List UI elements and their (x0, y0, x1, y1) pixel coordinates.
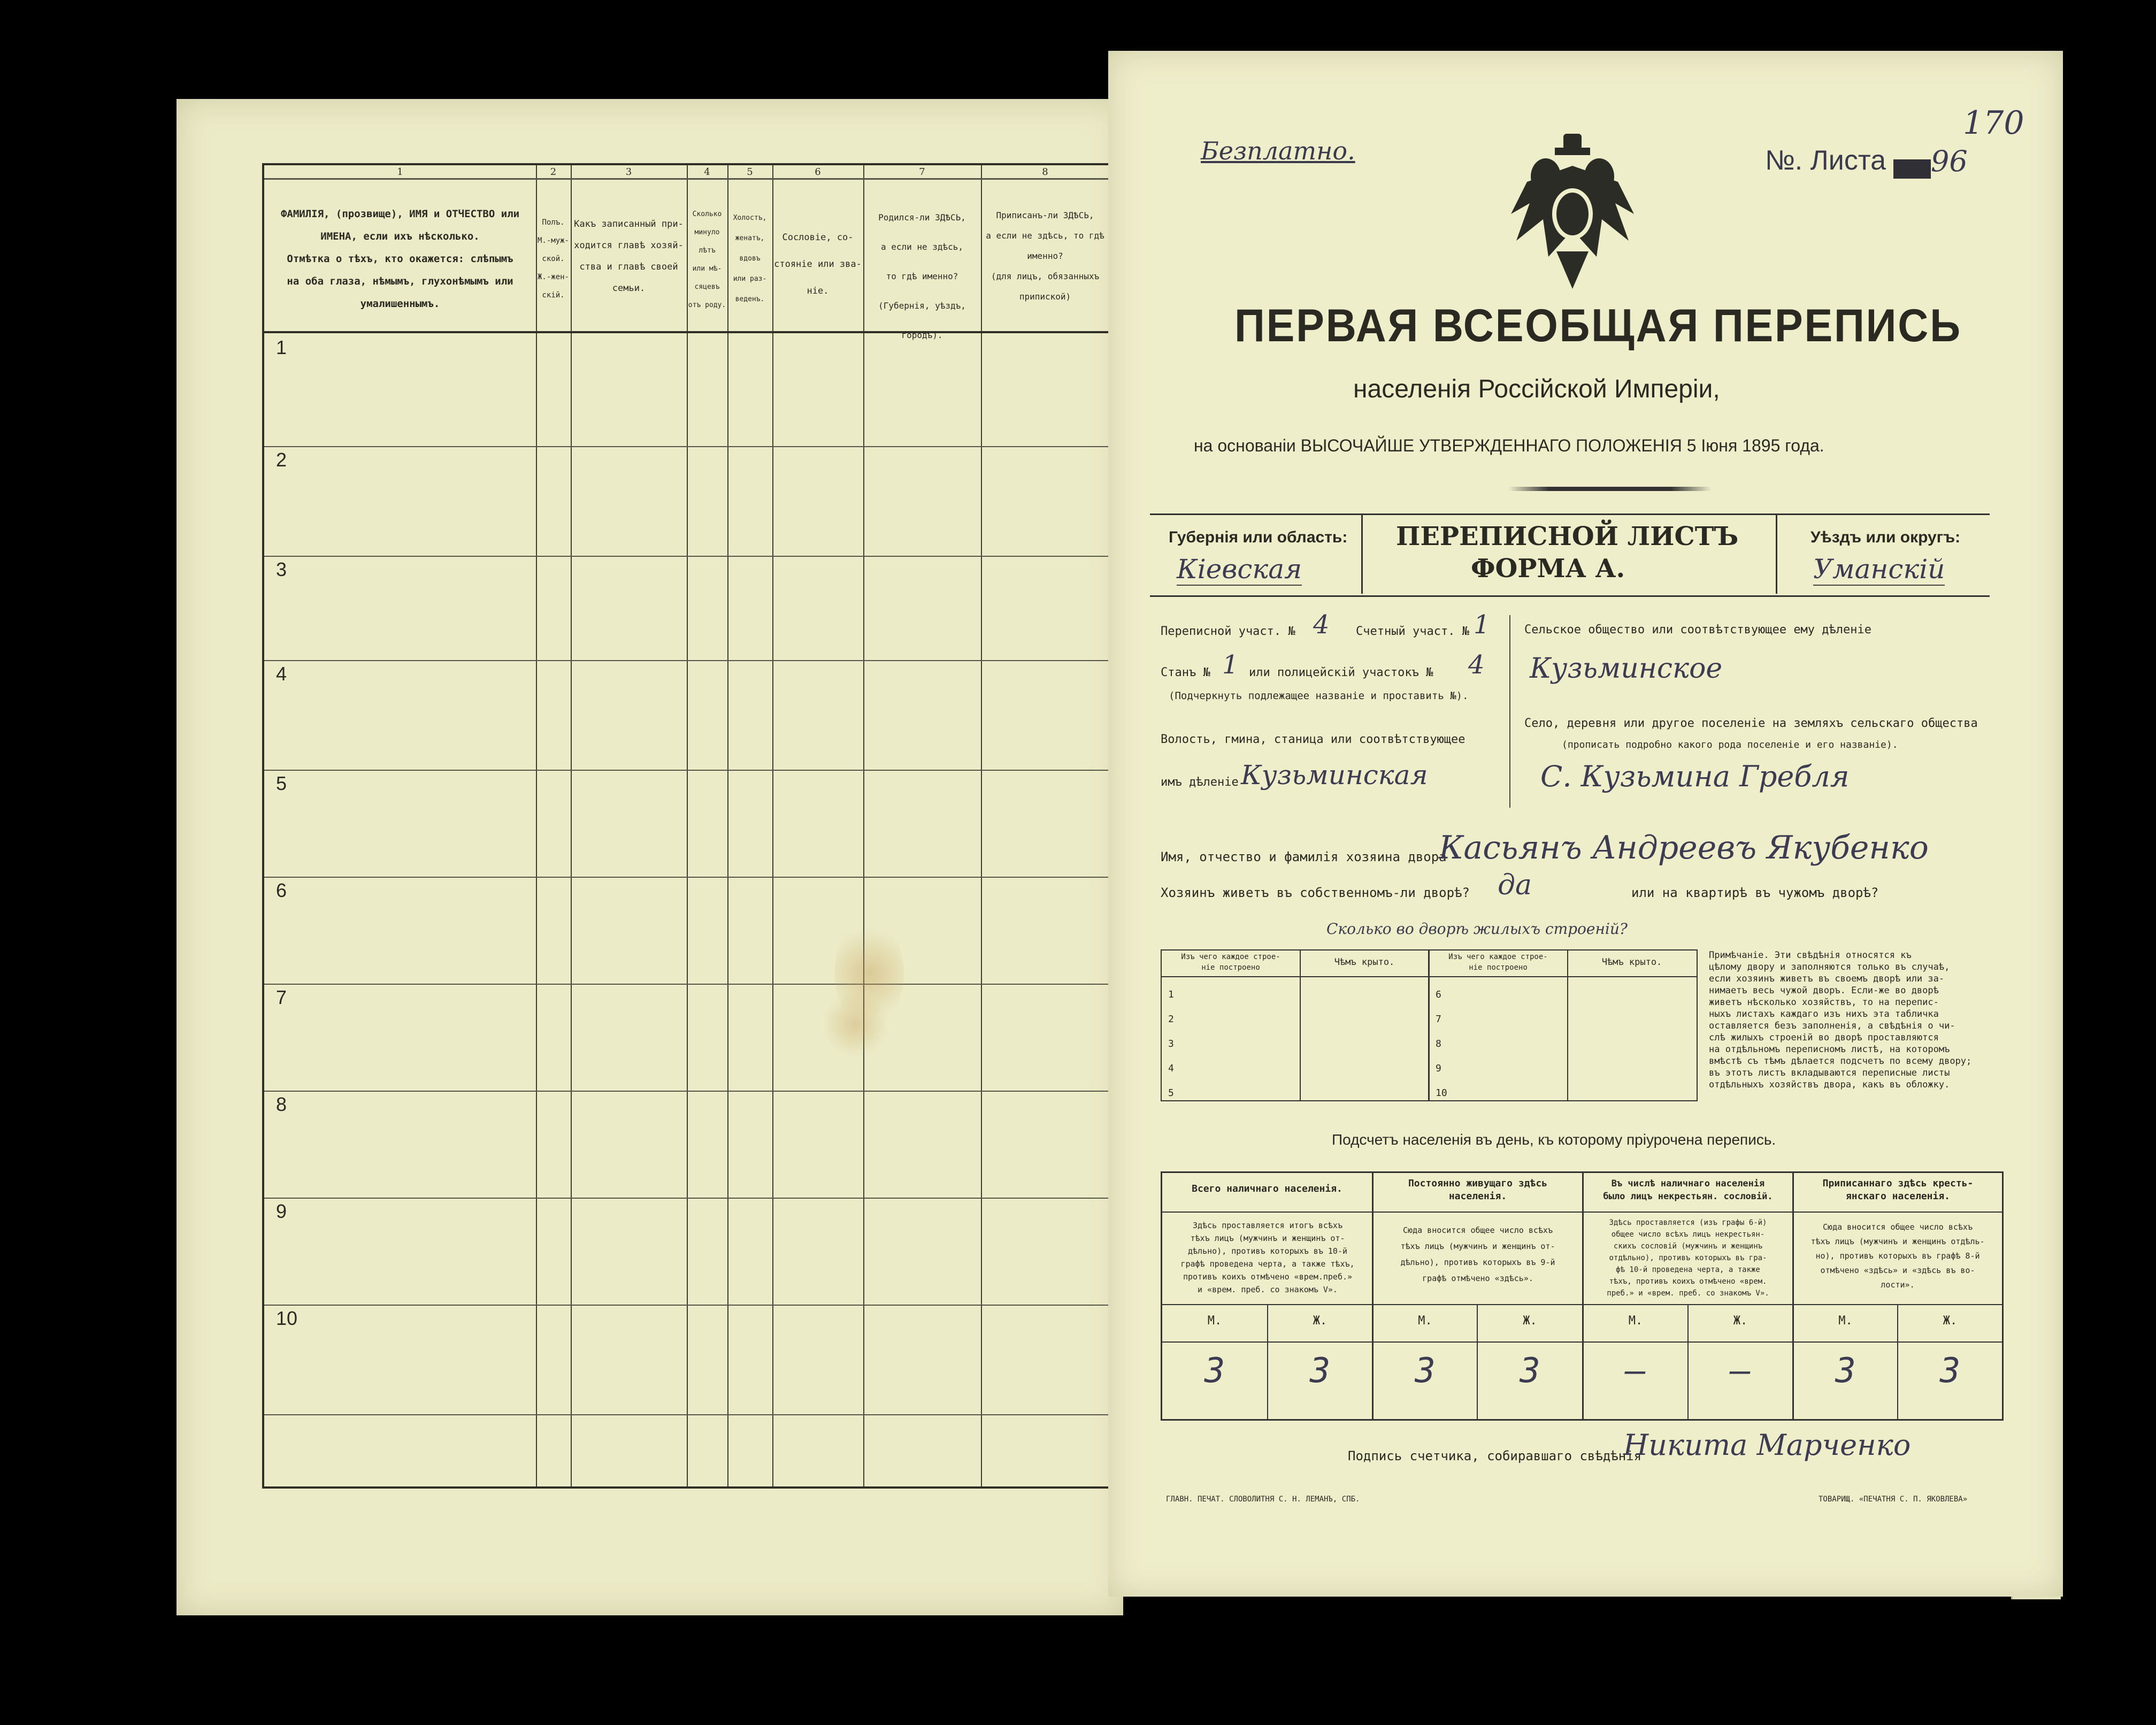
village-note: (прописать подробно какого рода поселеніе и его названіе). (1562, 739, 1898, 750)
col4-header (687, 205, 727, 315)
table-rule (1567, 950, 1568, 1100)
left-census-table (262, 163, 1111, 1489)
archive-number: 170 (1963, 104, 2024, 142)
row-rule (264, 1091, 1109, 1092)
row-number: 5 (276, 772, 287, 794)
col3-header (571, 213, 687, 299)
header-line: ніе построено (1201, 963, 1260, 972)
header-line: а если не здѣсь, то гдѣ (986, 231, 1104, 241)
desc-line: тѣхъ лицъ (мужчинъ и женщинъ от- (1190, 1233, 1345, 1243)
mf-label: Ж. (1943, 1314, 1958, 1328)
stain (824, 990, 888, 1059)
bld-col-a-header (1162, 952, 1300, 973)
district-label: Уѣздъ или округъ: (1810, 528, 1961, 546)
buildings-note (1709, 949, 2003, 1091)
header-line: ніе построено (1469, 963, 1528, 972)
header-line: населенія. (1448, 1191, 1507, 1202)
header-line: скій. (542, 291, 565, 300)
form-title: ПЕРЕПИСНОЙ ЛИСТЪ (1396, 522, 1739, 551)
header-line: Сословіе, со- (782, 232, 854, 243)
mf-value: 3 (1939, 1351, 1961, 1391)
mf-label: Ж. (1313, 1314, 1328, 1328)
row-number: 2 (1168, 1014, 1174, 1025)
row-number: 2 (276, 449, 287, 471)
header-line: или раз- (733, 275, 767, 283)
col-number: 8 (1042, 166, 1048, 178)
note-line: Примѣчаніе. Эти свѣдѣнія относятся къ (1709, 950, 1912, 961)
mf-value: 3 (1204, 1351, 1225, 1391)
row-number: 9 (276, 1200, 287, 1222)
stan-value: 1 (1222, 650, 1239, 680)
desc-line: Сюда вносится общее число всѣхъ (1403, 1225, 1553, 1235)
header-line: Приписаннаго здѣсь кресть- (1822, 1178, 1974, 1189)
header-line: ской. (542, 255, 565, 263)
row-number: 9 (1436, 1063, 1441, 1074)
row-rule (264, 1414, 1109, 1415)
row-number: 8 (276, 1093, 287, 1115)
header-line: (Губернія, уѣздъ, городъ). (878, 301, 966, 340)
district-value: Уманскій (1813, 554, 1945, 585)
page-title: ПЕРВАЯ ВСЕОБЩАЯ ПЕРЕПИСЬ (1234, 300, 1962, 351)
desc-line: дѣльно), противъ которыхъ въ 10-й (1187, 1246, 1347, 1256)
header-line: ИМЕНА, если ихъ нѣсколько. (320, 231, 480, 242)
row-number: 7 (276, 986, 287, 1008)
row-rule (264, 1305, 1109, 1306)
header-line: семьи. (612, 283, 646, 294)
note-line: живетъ нѣсколько хозяйствъ, то на перепис- (1709, 997, 1939, 1008)
header-line: Родился-ли ЗДѢСЬ, (878, 212, 966, 223)
count-section-value: 1 (1474, 610, 1490, 640)
desc-line: Сюда вносится общее число всѣхъ (1823, 1222, 1973, 1232)
province-value: Кіевская (1177, 554, 1302, 585)
header-line: Сколько (692, 210, 722, 218)
row-number: 1 (276, 336, 287, 358)
sheet-number: 96 (1931, 144, 1968, 178)
note-line: цѣлому двору и заполняются только въ случаѣ, (1709, 962, 1950, 972)
header-line: ФАМИЛІЯ, (прозвище), ИМЯ и ОТЧЕСТВО или (280, 208, 520, 220)
header-line: именно? (1027, 251, 1063, 261)
row-number: 6 (276, 879, 287, 901)
desc-line: отдѣльно), противъ которыхъ въ гра- (1609, 1254, 1767, 1262)
header-line: Приписанъ-ли ЗДѢСЬ, (996, 210, 1094, 220)
desc-line: Здѣсь проставляется итогъ всѣхъ (1193, 1221, 1342, 1230)
desc-line: преб.» и «врем. преб. со знакомъ V». (1607, 1289, 1769, 1298)
header-line: Всего наличнаго населенія. (1192, 1183, 1342, 1194)
population-count-table (1161, 1171, 2004, 1421)
mf-value: — (1625, 1351, 1646, 1391)
col-number: 2 (550, 166, 557, 178)
redaction-mark (1893, 159, 1931, 179)
col5-header (727, 208, 772, 310)
desc-line: лости». (1881, 1280, 1915, 1290)
col-number: 4 (704, 166, 710, 178)
note-line: оставляется безъ заполненія, а свѣдѣнія о чи- (1709, 1021, 1955, 1031)
row-rule (264, 1198, 1109, 1199)
header-line: Изъ чего каждое строе- (1181, 953, 1280, 961)
volost-label: имъ дѣленіе (1161, 776, 1239, 789)
note-line: отдѣльныхъ хозяйствъ двора, какъ въ обложку. (1709, 1079, 1950, 1090)
row-number: 10 (276, 1307, 298, 1329)
desc-line: графѣ проведена черта, а также тѣхъ, (1180, 1259, 1355, 1269)
header-line: вдовъ (739, 255, 761, 263)
desc-line: тѣхъ лицъ (мужчинъ и женщинъ от- (1400, 1241, 1555, 1251)
desc-line: графѣ отмѣчено «здѣсь». (1422, 1274, 1533, 1283)
printer-left: ГЛАВН. ПЕЧАТ. СЛОВОЛИТНЯ С. Н. ЛЕМАНЪ, СПБ. (1166, 1495, 1360, 1504)
desc-line: противъ коихъ отмѣчено «врем.преб.» (1183, 1272, 1353, 1282)
police-value: 4 (1468, 650, 1485, 680)
header-line: минуло (694, 228, 720, 236)
header-line: то гдѣ именно? (886, 271, 958, 281)
desc-line: и «врем. преб. со знакомъ V». (1198, 1285, 1338, 1294)
col-number: 6 (815, 166, 821, 178)
row-number: 8 (1436, 1038, 1441, 1049)
rent-label: или на квартирѣ въ чужомъ дворѣ? (1631, 885, 1879, 900)
col-divider (863, 165, 864, 1486)
col-divider (981, 165, 982, 1486)
header-line: сяцевъ (694, 283, 720, 291)
header-line: Отмѣтка о тѣхъ, кто окажется: слѣпымъ (287, 253, 513, 265)
count-title: Подсчетъ населенія въ день, къ которому пріурочена перепись. (1332, 1131, 1776, 1148)
volost-value: Кузьминская (1241, 760, 1428, 791)
header-line: а если не здѣсь, (880, 242, 964, 252)
count-header (1162, 1183, 1372, 1195)
col-divider (687, 165, 688, 1486)
row-number: 4 (276, 663, 287, 685)
mf-label: М. (1628, 1314, 1643, 1328)
mf-value: 3 (1520, 1351, 1540, 1391)
police-label: или полицейскій участокъ № (1249, 666, 1433, 679)
row-rule (264, 877, 1109, 878)
mf-label: М. (1207, 1314, 1222, 1328)
col-divider (772, 165, 773, 1486)
header-line: ходится главѣ хозяй- (574, 240, 684, 251)
desc-line: отмѣчено «здѣсь» и «здѣсь въ во- (1820, 1266, 1975, 1275)
owner-value: Касьянъ Андреевъ Якубенко (1439, 829, 1929, 867)
header-line: женатъ, (735, 234, 765, 242)
note-line: вмѣстѣ съ тѣмъ дѣлается подсчетъ по всему двору; (1709, 1056, 1972, 1067)
row-number: 1 (1168, 989, 1174, 1000)
header-line: ства и главѣ своей (579, 262, 678, 272)
header-line: на оба глаза, нѣмымъ, глухонѣмымъ или (287, 275, 513, 287)
mf-value: — (1730, 1351, 1751, 1391)
note-line: ныхъ листахъ каждаго изъ нихъ эта табличка (1709, 1009, 1939, 1019)
row-rule (264, 984, 1109, 985)
count-desc (1586, 1217, 1790, 1299)
bld-rows-left (1168, 983, 1174, 1106)
double-headed-eagle-icon (1506, 134, 1639, 289)
col-number: 3 (625, 166, 632, 178)
header-line: ніе. (807, 286, 829, 296)
header-line: Ж.-жен- (537, 273, 569, 281)
row-number: 6 (1436, 989, 1441, 1000)
count-section-label: Счетный участ. № (1356, 625, 1469, 638)
page-subtitle: населенія Россійской Имперіи, (1353, 375, 1720, 403)
header-line: Какъ записанный при- (574, 219, 684, 229)
header-line: или мѣ- (692, 265, 722, 273)
header-line: Изъ чего каждое строе- (1448, 953, 1548, 961)
society-value: Кузьминское (1530, 653, 1723, 685)
header-line: Въ числѣ наличнаго населенія (1611, 1178, 1765, 1189)
row-rule (264, 446, 1109, 447)
col6-header (772, 224, 863, 304)
owner-label: Имя, отчество и фамилія хозяина двора (1161, 849, 1447, 864)
form-subtitle: ФОРМА А. (1471, 554, 1625, 584)
village-label: Село, деревня или другое поселеніе на земляхъ сельскаго общества (1524, 717, 1978, 730)
box-divider (1361, 513, 1363, 594)
col8-header (981, 205, 1109, 307)
row-number: 4 (1168, 1063, 1174, 1074)
mf-label: Ж. (1523, 1314, 1537, 1328)
col1-header (267, 203, 533, 315)
mf-label: М. (1418, 1314, 1432, 1328)
free-label: Безплатно. (1201, 136, 1355, 165)
header-line: припиской) (1019, 292, 1071, 302)
row-number: 3 (1168, 1038, 1174, 1049)
row-number: 10 (1436, 1087, 1447, 1099)
bld-col-b-header: Чѣмъ крыто. (1601, 957, 1662, 968)
count-desc (1167, 1219, 1369, 1296)
col-divider (571, 165, 572, 1486)
desc-line: фѣ 10-й проведена черта, а также (1616, 1266, 1760, 1274)
header-rule (264, 178, 1109, 180)
note-line: нимаетъ весь чужой дворъ. Если-же во дворѣ (1709, 985, 1939, 996)
signature-value: Никита Марченко (1623, 1428, 1911, 1462)
desc-line: дѣльно), противъ которыхъ въ 9-й (1400, 1258, 1555, 1267)
count-header (1374, 1177, 1582, 1203)
header-line: Постоянно живущаго здѣсь (1408, 1178, 1548, 1189)
header-line: лѣтъ (699, 247, 716, 255)
count-desc (1376, 1222, 1579, 1286)
row-number: 3 (276, 558, 287, 580)
bld-rows-right (1436, 983, 1447, 1106)
header-line: Холостъ, (733, 214, 767, 222)
note-line: на отдѣльномъ переписномъ листѣ, на которомъ (1709, 1044, 1950, 1055)
stan-label: Станъ № (1161, 666, 1210, 679)
own-yard-label: Хозяинъ живетъ въ собственномъ-ли дворѣ? (1161, 885, 1470, 900)
col-number: 7 (919, 166, 925, 178)
own-yard-value: да (1498, 869, 1532, 901)
header-line: Полъ. (542, 218, 565, 227)
bld-col-a-header (1429, 952, 1567, 973)
col-number: 1 (397, 166, 403, 178)
desc-line: но), противъ которыхъ въ графѣ 8-й (1815, 1251, 1980, 1261)
mf-label: Ж. (1733, 1314, 1748, 1328)
province-label: Губернія или область: (1169, 528, 1348, 546)
census-section-label: Переписной участ. № (1161, 625, 1295, 638)
header-line: отъ роду. (688, 301, 726, 309)
field-divider (1509, 615, 1510, 808)
count-desc (1796, 1220, 2000, 1292)
col7-header (863, 203, 981, 350)
box-divider (1776, 513, 1777, 594)
header-line: (для лицъ, обязанныхъ (991, 271, 1100, 281)
census-section-value: 4 (1313, 610, 1330, 640)
signature-label: Подпись счетчика, собиравшаго свѣдѣнія (1348, 1448, 1642, 1463)
col-number: 5 (747, 166, 753, 178)
col-divider (727, 165, 728, 1486)
mf-value: 3 (1415, 1351, 1436, 1391)
header-line: М.-муж- (537, 236, 569, 245)
header-rule (264, 331, 1109, 333)
header-line: умалишеннымъ. (360, 298, 440, 310)
header-line: веденъ. (735, 295, 765, 303)
desc-line: Здѣсь проставляется (изъ графы 6-й) (1609, 1218, 1767, 1227)
desc-line: тѣхъ, противъ коихъ отмѣчено «врем. (1609, 1277, 1767, 1286)
mf-label: М. (1838, 1314, 1853, 1328)
col2-header (536, 213, 571, 304)
col-divider (536, 165, 537, 1486)
count-header (1794, 1177, 2002, 1203)
buildings-question: Сколько во дворѣ жилыхъ строеній? (1326, 920, 1628, 938)
note-line: въ этотъ листъ вкладываются переписные листы (1709, 1068, 1950, 1078)
row-number: 7 (1436, 1014, 1441, 1025)
ornament-divider (1508, 487, 1712, 491)
header-line: янскаго населенія. (1845, 1191, 1951, 1202)
mf-value: 3 (1309, 1351, 1331, 1391)
count-header (1584, 1177, 1792, 1203)
row-rule (264, 556, 1109, 557)
row-rule (264, 770, 1109, 771)
header-line: было лицъ некрестьян. сословій. (1603, 1191, 1773, 1202)
header-line: стояніе или зва- (774, 259, 862, 270)
desc-line: тѣхъ лицъ (мужчинъ и женщинъ отдѣль- (1810, 1237, 1985, 1246)
desc-line: общее число всѣхъ лицъ некрестьян- (1611, 1230, 1765, 1239)
row-rule (264, 660, 1109, 661)
volost-label: Волость, гмина, станица или соотвѣтствующее (1161, 733, 1466, 746)
buildings-table (1161, 949, 1698, 1101)
bld-col-b-header: Чѣмъ крыто. (1334, 957, 1395, 968)
society-label: Сельское общество или соотвѣтствующее ему дѣленіе (1524, 623, 1872, 637)
table-rule (1428, 950, 1430, 1100)
basis-text: на основаніи ВЫСОЧАЙШЕ УТВЕРЖДЕННАГО ПОЛОЖЕНІЯ 5 Іюня 1895 года. (1194, 436, 1824, 455)
underline-note: (Подчеркнуть подлежащее названіе и проставить №). (1169, 690, 1469, 702)
mf-value: 3 (1835, 1351, 1856, 1391)
table-rule (1300, 950, 1301, 1100)
row-number: 5 (1168, 1087, 1174, 1099)
note-line: если хозяинъ живетъ въ своемъ дворѣ или за- (1709, 973, 1945, 984)
village-value: С. Кузьмина Гребля (1540, 760, 1850, 793)
desc-line: скихъ сословій (мужчинъ и женщинъ (1613, 1242, 1763, 1251)
note-line: слѣ жилыхъ строеній во дворѣ проставляются (1709, 1032, 1939, 1043)
printer-right: ТОВАРИЩ. «ПЕЧАТНЯ С. П. ЯКОВЛЕВА» (1819, 1495, 1968, 1504)
sheet-label: №. Листа (1765, 145, 1886, 176)
